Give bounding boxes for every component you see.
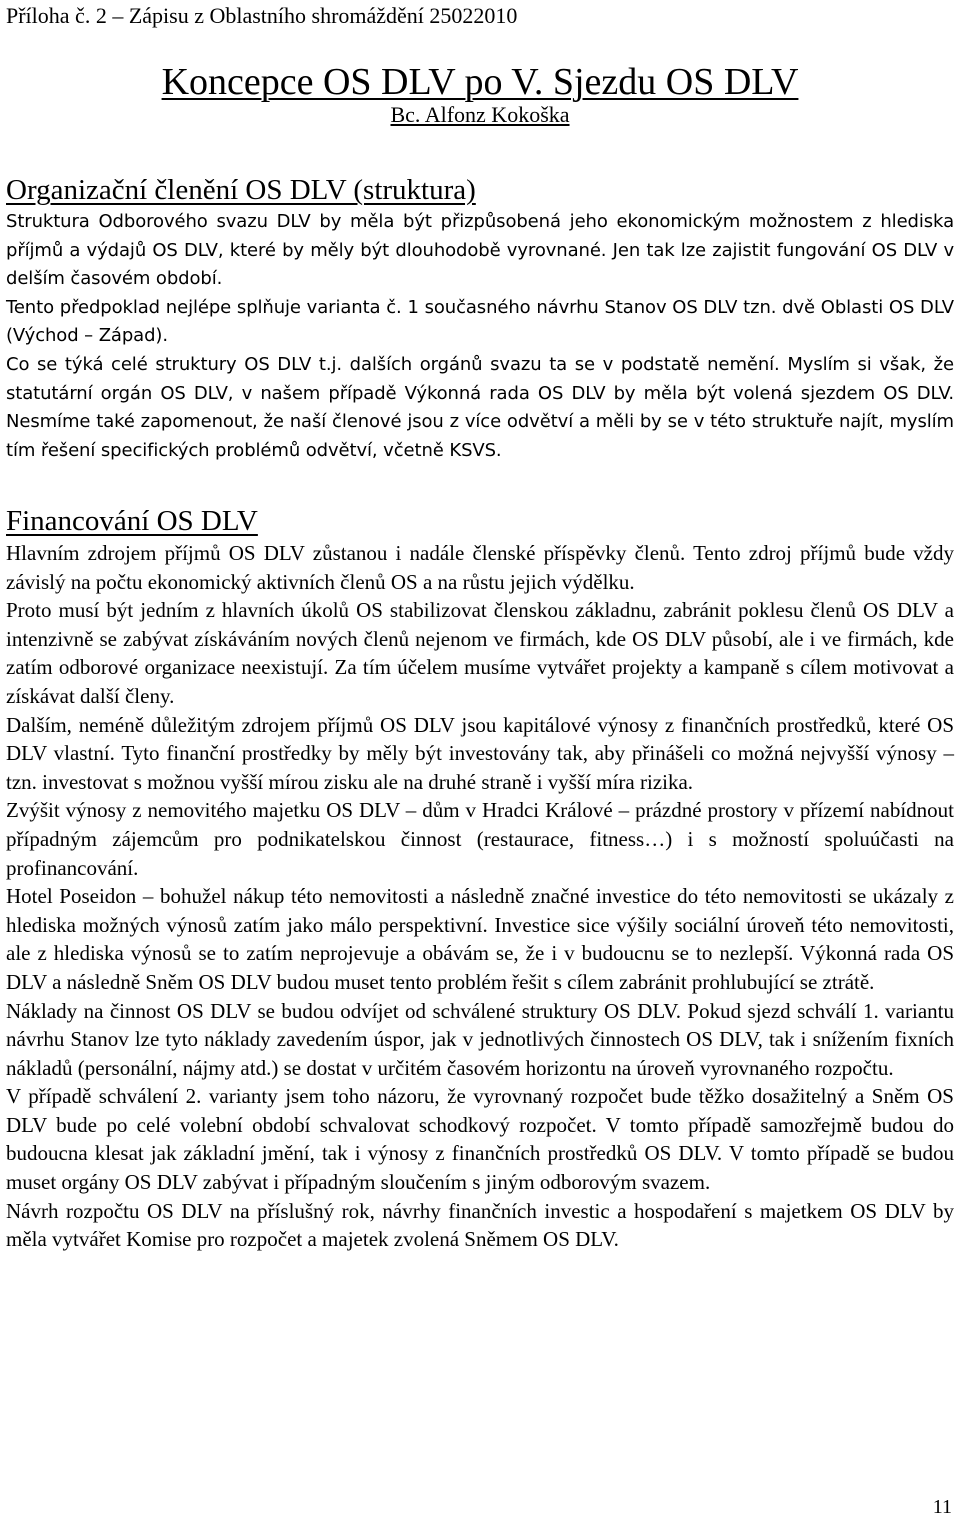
structure-paragraph-3: Co se týká celé struktury OS DLV t.j. dalších orgánů svazu ta se v podstatě nemění. Myslím si však, že statutární orgán OS DLV, v našem případě Výkonná rada OS DLV by měla být volená sjezdem OS DLV. Nesmíme také zapomenout, že naší členové jsou z více odvětví a měli by se v této struktuře najít, myslím tím řešení specifických problémů odvětví, včetně KSVS. <box>6 353 954 461</box>
finance-paragraph-3: Dalším, neméně důležitým zdrojem příjmů OS DLV jsou kapitálové výnosy z finančních prostředků, které OS DLV vlastní. Tyto finanční prostředky by měly být investovány tak, aby přinášeli co možná nejvyšší výnosy – tzn. investovat s možnou vyšší mírou zisku ale na druhé straně i vyšší míra rizika. <box>6 712 954 794</box>
finance-paragraph-4: Zvýšit výnosy z nemovitého majetku OS DLV – dům v Hradci Králové – prázdné prostory v přízemí nabídnout případným zájemcům pro podnikatelskou činnost (restaurace, fitness…) i s možností spoluúčasti na profinancování. <box>6 798 954 880</box>
section-finance <box>6 503 954 1254</box>
finance-paragraph-1: Hlavním zdrojem příjmů OS DLV zůstanou i nadále členské příspěvky členů. Tento zdroj příjmů bude vždy závislý na počtu ekonomický aktivních členů OS a na růstu jejich výdělku. <box>6 541 954 594</box>
section-heading-structure: Organizační členění OS DLV (struktura) <box>6 174 476 206</box>
structure-paragraph-2: Tento předpoklad nejlépe splňuje varianta č. 1 současného návrhu Stanov OS DLV tzn. dvě Oblasti OS DLV (Východ – Západ). <box>6 296 954 347</box>
document-title: Koncepce OS DLV po V. Sjezdu OS DLV <box>161 61 799 103</box>
finance-paragraph-6: Náklady na činnost OS DLV se budou odvíjet od schválené struktury OS DLV. Pokud sjezd schválí 1. variantu návrhu Stanov lze tyto náklady zavedením úspor, jak v jednotlivých činnostech OS DLV, tak i snížením fixních nákladů (personální, nájmy atd.) se dostat v určitém časovém horizontu na úroveň vyrovnaného rozpočtu. <box>6 998 954 1080</box>
section-heading-finance: Financování OS DLV <box>6 505 258 537</box>
structure-paragraph-1: Struktura Odborového svazu DLV by měla být přizpůsobená jeho ekonomickým možnostem z hlediska příjmů a výdajů OS DLV, které by měly být dlouhodobě vyrovnané. Jen tak lze zajistit fungování OS DLV v delším časovém období. <box>6 211 954 290</box>
finance-paragraph-5: Hotel Poseidon – bohužel nákup této nemovitosti a následně značné investice do této nemovitosti se ukázaly z hlediska možných výnosů zatím jako málo perspektivní. Investice sice výšily sociální úroveň této nemovitosti, ale z hlediska výnosů se to zatím neprojevuje a obávám se, že i v budoucnu se to nezlepší. Výkonná rada OS DLV a následně Sněm OS DLV budou muset tento problém řešit s cílem zabránit prohlubující se ztrátě. <box>6 884 954 994</box>
finance-paragraph-8: Návrh rozpočtu OS DLV na příslušný rok, návrhy finančních investic a hospodaření s majetkem OS DLV by měla vytvářet Komise pro rozpočet a majetek zvolená Sněmem OS DLV. <box>6 1198 954 1252</box>
finance-paragraph-7: V případě schválení 2. varianty jsem toho názoru, že vyrovnaný rozpočet bude těžko dosažitelný a Sněm OS DLV bude po celé volební období schvalovat schodkový rozpočet. V tomto případě samozřejmě budou do budoucna klesat jak základní jmění, tak i výnosy z finančních prostředků OS DLV. V tomto případě se budou muset orgány OS DLV zabývat i případným sloučením s jiným odborovým svazem. <box>6 1084 954 1195</box>
finance-paragraph-2: Proto musí být jedním z hlavních úkolů OS stabilizovat členskou základnu, zabránit poklesu členů OS DLV a intenzivně se zabývat získáváním nových členů nejenom ve firmách, kde OS DLV působí, ale i ve firmách, kde zatím odborové organizace neexistují. Za tím účelem musíme vytvářet projekty a kampaně s cílem motivovat a získávat další členy. <box>6 598 954 708</box>
section-structure <box>6 172 954 465</box>
document-author: Bc. Alfonz Kokoška <box>390 102 570 127</box>
page-number: 11 <box>932 1496 952 1518</box>
attachment-header: Příloha č. 2 – Zápisu z Oblastního shromáždění 25022010 <box>6 3 518 28</box>
